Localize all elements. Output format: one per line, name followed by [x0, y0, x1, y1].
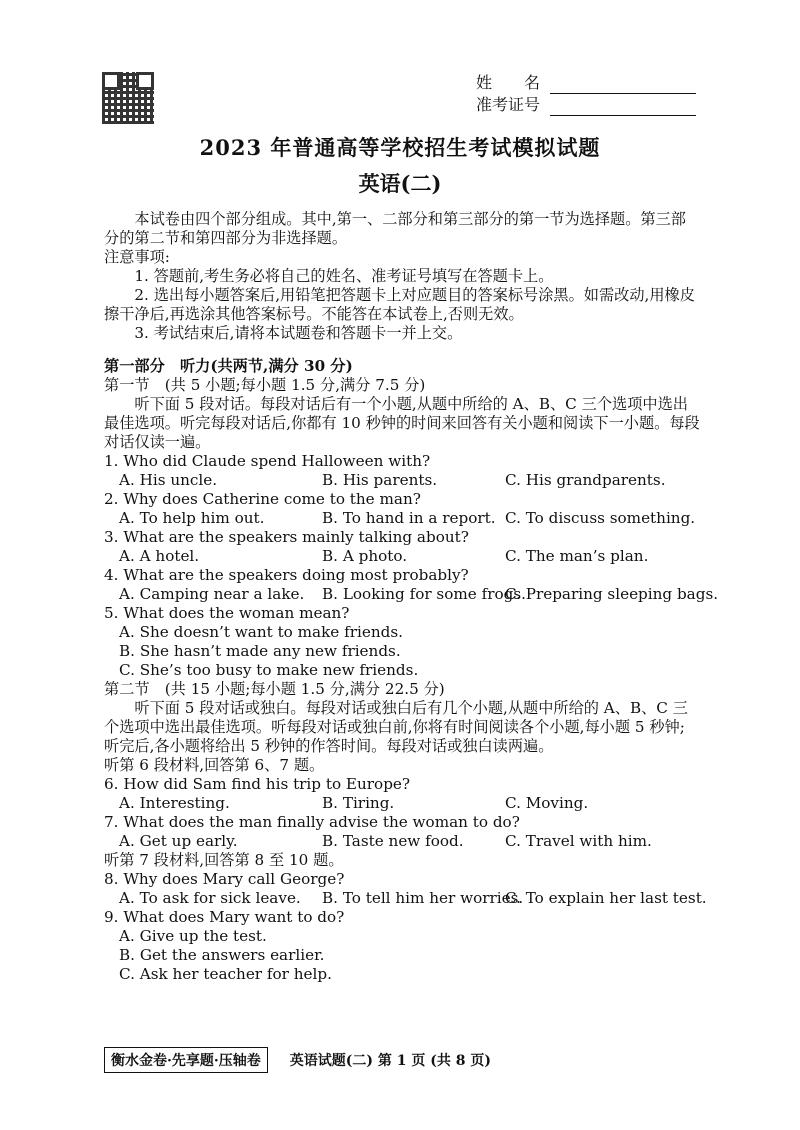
material-6-heading: 听第 6 段材料,回答第 6、7 题。	[104, 756, 325, 774]
option-a: A. Give up the test.	[119, 927, 267, 945]
question-2-options	[104, 509, 700, 528]
option-b: B. She hasn’t made any new friends.	[119, 642, 401, 660]
option-a: A. Interesting.	[119, 794, 230, 812]
option-b: B. Tiring.	[322, 794, 395, 812]
option-c: C. She’s too busy to make new friends.	[119, 661, 419, 679]
notice-1: 1. 答题前,考生务必将自己的姓名、准考证号填写在答题卡上。	[134, 267, 554, 285]
section2-instructions: 听下面 5 段对话或独白。每段对话或独白后有几个小题,从题中所给的 A、B、C 三个选项中选出最佳选项。听每段对话或独白前,你将有时间阅读各个小题,每小题 5 秒钟;听完后,各小题将给出 5 秒钟的作答时间。每段对话或独白读两遍。	[104, 699, 688, 755]
qr-code-icon	[102, 72, 154, 124]
page-footer	[104, 1047, 491, 1073]
question-7: 7. What does the man finally advise the woman to do?	[104, 813, 520, 831]
candidate-info	[476, 72, 696, 116]
option-b: B. Get the answers earlier.	[119, 946, 325, 964]
option-c: C. Moving.	[505, 794, 589, 812]
option-c: C. To discuss something.	[505, 509, 696, 527]
page-info: 英语试题(二) 第 1 页 (共 8 页)	[289, 1053, 491, 1069]
question-6-options	[104, 794, 700, 813]
id-row	[476, 94, 696, 116]
notice-3: 3. 考试结束后,请将本试题卷和答题卡一并上交。	[134, 324, 463, 342]
option-c: C. To explain her last test.	[505, 889, 707, 907]
brand-label: 衡水金卷·先享题·压轴卷	[104, 1047, 268, 1073]
option-a: A. To ask for sick leave.	[119, 889, 301, 907]
section1-heading: 第一节 (共 5 小题;每小题 1.5 分,满分 7.5 分)	[104, 376, 426, 394]
option-b: B. His parents.	[322, 471, 438, 489]
question-3-options	[104, 547, 700, 566]
question-4-options	[104, 585, 719, 604]
material-7-heading: 听第 7 段材料,回答第 8 至 10 题。	[104, 851, 344, 869]
id-label: 准考证号	[476, 95, 541, 114]
part1-heading: 第一部分 听力(共两节,满分 30 分)	[104, 357, 353, 375]
option-c: C. Preparing sleeping bags.	[505, 585, 719, 603]
option-c: C. His grandparents.	[505, 471, 666, 489]
option-c: C. Ask her teacher for help.	[119, 965, 332, 983]
option-a: A. His uncle.	[119, 471, 218, 489]
question-8-options	[104, 889, 707, 908]
option-c: C. Travel with him.	[505, 832, 652, 850]
question-4: 4. What are the speakers doing most probably?	[104, 566, 469, 584]
section2-heading: 第二节 (共 15 小题;每小题 1.5 分,满分 22.5 分)	[104, 680, 445, 698]
question-5: 5. What does the woman mean?	[104, 604, 350, 622]
question-6: 6. How did Sam find his trip to Europe?	[104, 775, 411, 793]
option-c: C. The man’s plan.	[505, 547, 649, 565]
option-b: B. Taste new food.	[322, 832, 464, 850]
question-7-options	[104, 832, 700, 851]
question-8: 8. Why does Mary call George?	[104, 870, 345, 888]
option-a: A. Get up early.	[119, 832, 238, 850]
question-3: 3. What are the speakers mainly talking about?	[104, 528, 469, 546]
exam-content	[104, 210, 719, 984]
notice-heading: 注意事项:	[104, 248, 170, 266]
name-row	[476, 72, 696, 94]
option-a: A. To help him out.	[119, 509, 265, 527]
notice-2: 2. 选出每小题答案后,用铅笔把答题卡上对应题目的答案标号涂黑。如需改动,用橡皮擦干净后,再选涂其他答案标号。不能答在本试卷上,否则无效。	[104, 286, 695, 323]
option-a: A. Camping near a lake.	[119, 585, 305, 603]
option-a: A. She doesn’t want to make friends.	[119, 623, 403, 641]
question-2: 2. Why does Catherine come to the man?	[104, 490, 421, 508]
intro-text: 本试卷由四个部分组成。其中,第一、二部分和第三部分的第一节为选择题。第三部分的第二节和第四部分为非选择题。	[104, 210, 686, 247]
spacer	[104, 343, 700, 357]
option-b: B. To hand in a report.	[322, 509, 496, 527]
option-a: A. A hotel.	[119, 547, 200, 565]
option-b: B. To tell him her worries.	[322, 889, 524, 907]
name-label: 姓 名	[476, 73, 541, 92]
option-b: B. A photo.	[322, 547, 408, 565]
section1-instructions: 听下面 5 段对话。每段对话后有一个小题,从题中所给的 A、B、C 三个选项中选出最佳选项。听完每段对话后,你都有 10 秒钟的时间来回答有关小题和阅读下一小题。每段对话仅读一遍。	[104, 395, 700, 451]
exam-title: 2023 年普通高等学校招生考试模拟试题	[199, 135, 601, 160]
question-1-options	[104, 471, 700, 490]
id-blank[interactable]	[550, 97, 696, 116]
exam-subtitle: 英语(二)	[358, 171, 442, 196]
question-1: 1. Who did Claude spend Halloween with?	[104, 452, 431, 470]
option-b: B. Looking for some frogs.	[322, 585, 526, 603]
question-9: 9. What does Mary want to do?	[104, 908, 345, 926]
name-blank[interactable]	[550, 75, 696, 94]
